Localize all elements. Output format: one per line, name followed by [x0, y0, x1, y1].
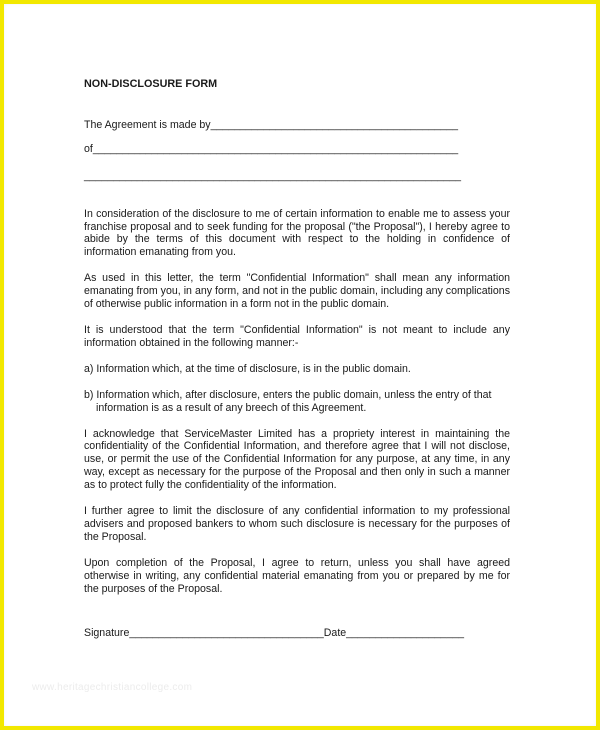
- watermark: www.heritagechristiancollege.com: [32, 682, 193, 693]
- blank-line: ________________________________________________________________: [84, 169, 462, 182]
- document-body: [84, 78, 510, 640]
- agreement-line: The Agreement is made by__________________________________________: [84, 118, 459, 131]
- paragraph-return: Upon completion of the Proposal, I agree to return, unless you shall have agreed otherwise in writing, any confidential material emanating from you or prepared by me for the purposes of the Proposal.: [84, 556, 510, 595]
- paragraph-limit: I further agree to limit the disclosure of any confidential information to my professional advisers and proposed bankers to whom such disclosure is necessary for the purposes of the Proposal.: [84, 505, 510, 543]
- paragraph-acknowledge: I acknowledge that ServiceMaster Limited has a propriety interest in maintaining the confidentiality of the Confidential Information, and therefore agree that I will not disclose, use, or permit the use of the Confidential Information for any purpose, at any time, in any way, except as necessary for the purpose of the Proposal and then only in such a manner as to protect fully the confidentiality of the information.: [84, 427, 510, 492]
- signature-line: Signature_________________________________Date____________________: [84, 627, 464, 640]
- paragraph-exclusions: It is understood that the term "Confidential Information" is not meant to include any information obtained in the following manner:-: [84, 323, 510, 349]
- document-title: NON-DISCLOSURE FORM: [84, 78, 218, 90]
- list-item-a: a) Information which, at the time of disclosure, is in the public domain.: [84, 362, 411, 375]
- paragraph-definition: As used in this letter, the term "Confidential Information" shall mean any information emanating from you, in any form, and not in the public domain, including any complications of otherwise public information in a form not in the public domain.: [84, 272, 510, 311]
- of-line: of______________________________________________________________: [84, 142, 459, 155]
- list-item-b: b) Information which, after disclosure, enters the public domain, unless the entry of that information is as a result of any breech of this Agreement.: [84, 388, 492, 414]
- paragraph-consideration: In consideration of the disclosure to me of certain information to enable me to assess your franchise proposal and to seek funding for the proposal ("the Proposal"), I hereby agree to abide by the terms of this document with respect to the holding in confidence of information emanating from you.: [84, 207, 510, 259]
